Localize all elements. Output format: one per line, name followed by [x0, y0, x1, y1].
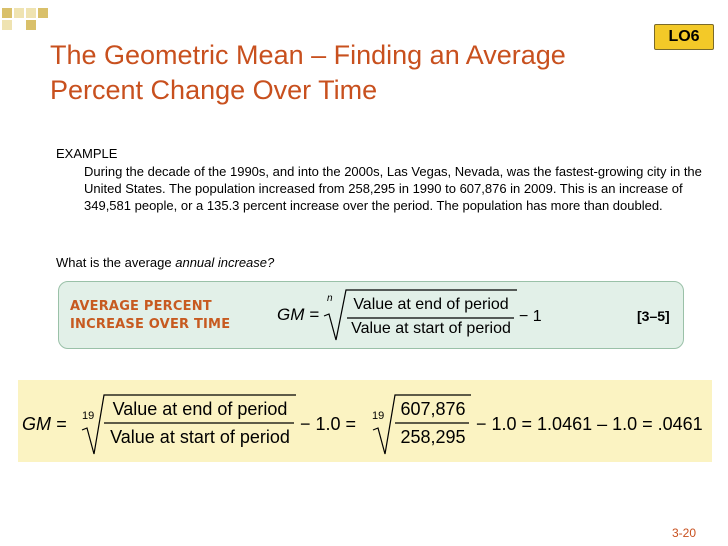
formula-lhs-text: GM = [277, 305, 320, 324]
formula-box [58, 281, 684, 349]
example-label: EXAMPLE [56, 146, 118, 161]
title-line-1: The Geometric Mean – Finding an Average [50, 40, 566, 70]
equation-number: [3–5] [637, 308, 670, 324]
corner-square [2, 20, 12, 30]
question-text [56, 255, 274, 270]
corner-square [14, 8, 24, 18]
question-emphasis: annual increase? [175, 255, 275, 270]
calc-minus-1: − 1.0 = [300, 414, 357, 434]
formula-label-line-2: INCREASE OVER TIME [70, 317, 231, 332]
corner-decoration [0, 0, 60, 40]
example-body: During the decade of the 1990s, and into the 2000s, Las Vegas, Nevada, was the fastest-growing city in the United States. The population increased from 258,295 in 1990 to 607,876 in 2009. This is an increase of 349,581 people, or a 135.3 percent increase over the period. The population has more than doubled. [84, 164, 702, 213]
corner-square [38, 8, 48, 18]
formula-radical-icon [59, 282, 685, 350]
calc-numerator-1: Value at end of period [112, 399, 288, 419]
calc-root-index-1: 19 [82, 410, 95, 422]
calculation-box [18, 380, 712, 462]
formula-denominator: Value at start of period [351, 320, 511, 337]
title-line-2: Percent Change Over Time [50, 75, 378, 105]
page-title [50, 38, 650, 108]
calc-denominator-1: Value at start of period [110, 427, 290, 447]
corner-square [2, 8, 12, 18]
corner-square [26, 8, 36, 18]
formula-numerator: Value at end of period [353, 296, 509, 313]
learning-objective-badge: LO6 [654, 24, 714, 50]
formula-root-index: n [327, 293, 333, 304]
calc-denominator-2: 258,295 [400, 427, 466, 447]
calc-result: − 1.0 = 1.0461 – 1.0 = .0461 [476, 414, 703, 434]
calc-lhs-text: GM = [22, 414, 67, 434]
page-number: 3-20 [672, 526, 697, 540]
formula-label-line-1: AVERAGE PERCENT [70, 299, 212, 314]
calc-root-index-2: 19 [372, 410, 385, 422]
question-prefix: What is the average [56, 255, 176, 270]
formula-minus-one: − 1 [519, 308, 542, 325]
calc-numerator-2: 607,876 [400, 399, 466, 419]
corner-square [26, 20, 36, 30]
